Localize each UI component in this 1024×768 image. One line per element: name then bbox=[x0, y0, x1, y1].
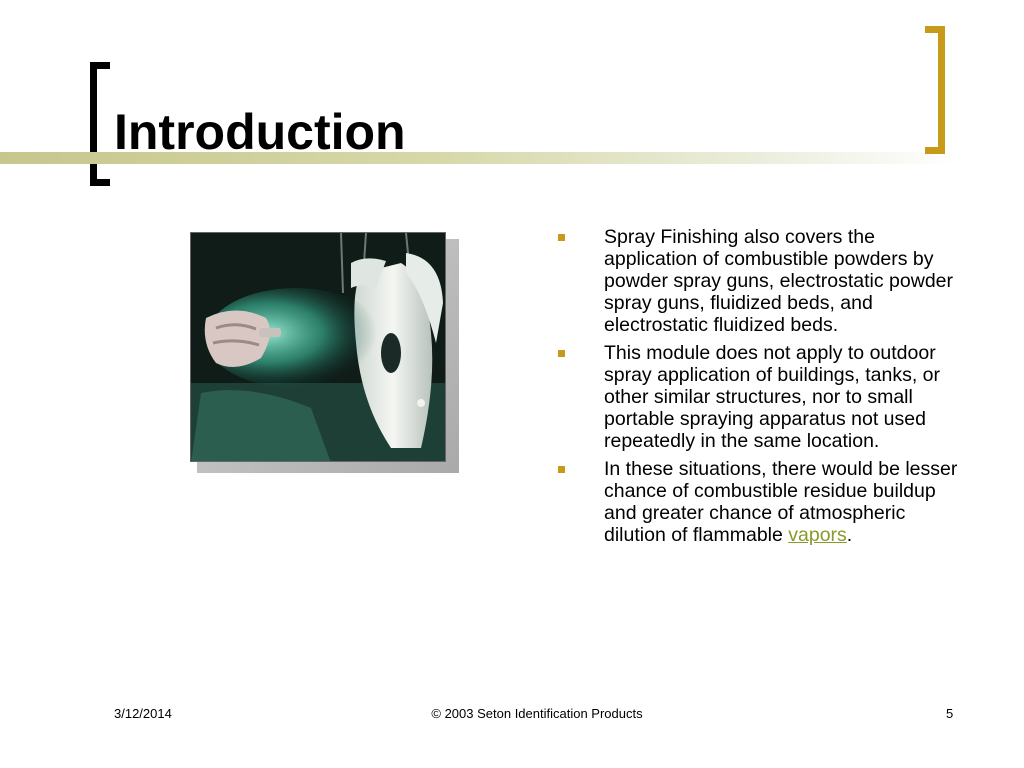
footer-date: 3/12/2014 bbox=[114, 706, 172, 721]
bullet-item bbox=[550, 226, 960, 336]
bullet-text: Spray Finishing also covers the application of combustible powders by powder spray guns, electrostatic powder spray guns, fluidized beds, and electrostatic fluidized beds. bbox=[604, 226, 954, 336]
vapors-link[interactable]: vapors bbox=[788, 524, 847, 546]
title-bracket-left bbox=[90, 62, 110, 186]
bullet-text: This module does not apply to outdoor spray application of buildings, tanks, or other similar structures, nor to small portable spraying apparatus not used repeatedly in the same location. bbox=[604, 342, 941, 452]
footer-copyright: © 2003 Seton Identification Products bbox=[431, 706, 643, 721]
bullet-square-icon bbox=[558, 350, 565, 357]
bullet-square-icon bbox=[558, 234, 565, 241]
spray-scene-illustration bbox=[191, 233, 446, 462]
bullet-text: In these situations, there would be lesser chance of combustible residue buildup and greater chance of atmospheric dilution of flammable bbox=[604, 458, 958, 546]
bullet-item bbox=[550, 342, 960, 452]
bullet-text-end: . bbox=[846, 524, 853, 546]
footer-page-number: 5 bbox=[946, 706, 954, 721]
bullet-list bbox=[550, 226, 960, 552]
bullet-item bbox=[550, 458, 960, 546]
bullet-square-icon bbox=[558, 466, 565, 473]
title-bracket-right bbox=[925, 26, 945, 154]
slide-title: Introduction bbox=[114, 104, 406, 160]
spray-finishing-photo bbox=[190, 232, 446, 462]
